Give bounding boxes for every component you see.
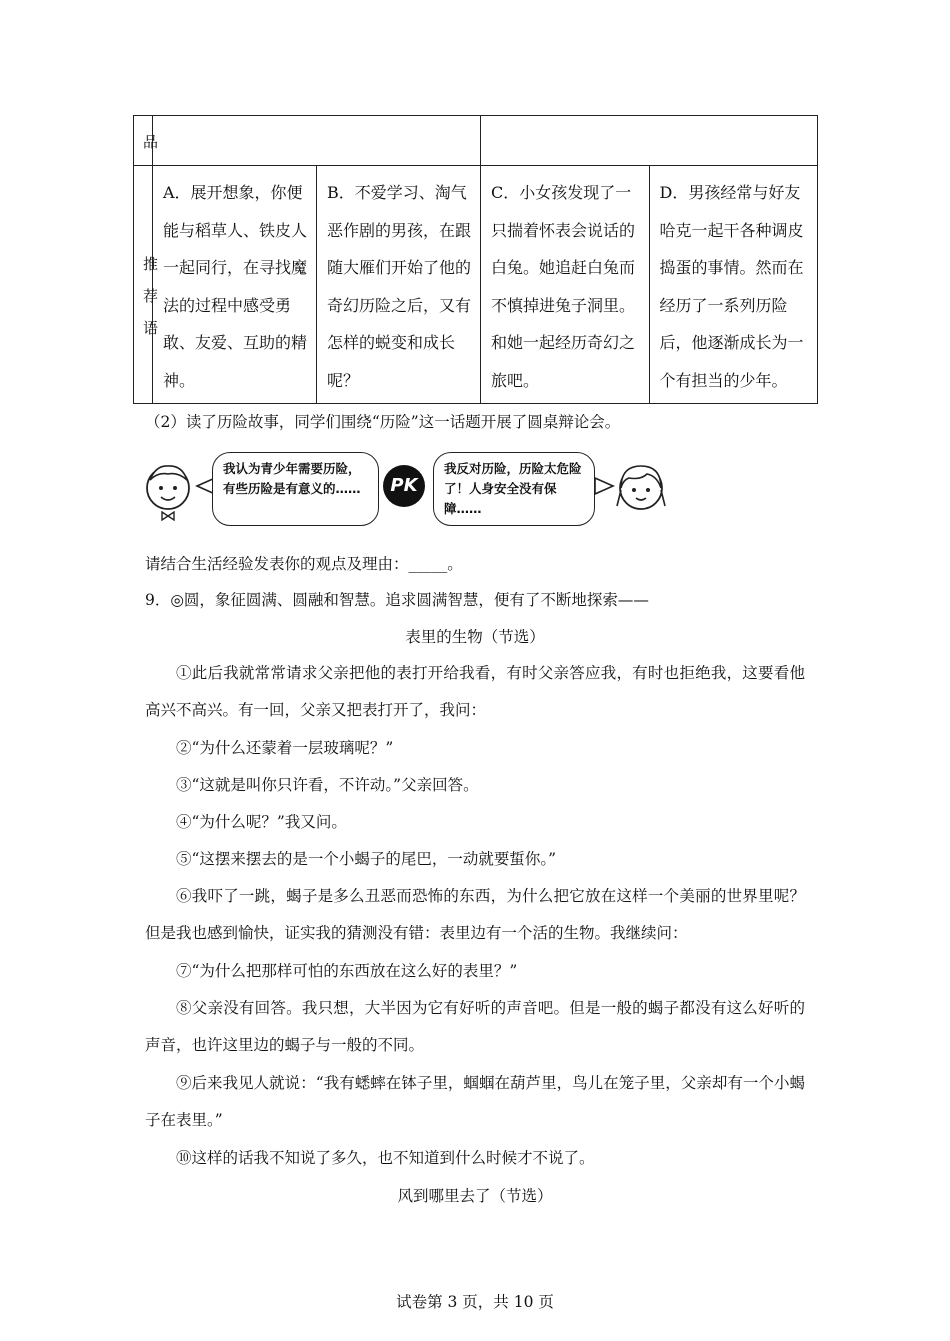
- pk-badge: PK: [383, 465, 425, 507]
- paragraph-4: ④“为什么呢？”我又问。: [176, 813, 347, 831]
- option-cell-d: D．男孩经常与好友哈克一起干各种调皮捣蛋的事情。然而在经历了一系列历险后，他逐渐成长为一个有担当的少年。: [649, 166, 818, 404]
- paragraph-9: ⑨后来我见人就说：“我有蟋蟀在钵子里，蝈蝈在葫芦里，鸟儿在笼子里，父亲却有一个小蝎子在表里。”: [145, 1074, 805, 1129]
- paragraph-6: ⑥我吓了一跳，蝎子是多么丑恶而恐怖的东西，为什么把它放在这样一个美丽的世界里呢？但是我也感到愉快，证实我的猜测没有错：表里边有一个活的生物。我继续问：: [145, 887, 805, 942]
- option-cell-c: C．小女孩发现了一只揣着怀表会说话的白兔。她追赶白兔而不慎掉进兔子洞里。和她一起经历奇幻之旅吧。: [481, 166, 650, 404]
- girl-face-icon: [613, 458, 669, 522]
- paragraph-1: ①此后我就常常请求父亲把他的表打开给我看，有时父亲答应我，有时也拒绝我，这要看他高兴不高兴。有一回，父亲又把表打开了，我问：: [145, 664, 805, 719]
- speech-bubble-pro: 我认为青少年需要历险，有些历险是有意义的……: [212, 452, 379, 526]
- row-label-cell: [134, 166, 159, 404]
- paragraph-8: ⑧父亲没有回答。我只想，大半因为它有好听的声音吧。但是一般的蝎子都没有这么好听的声音，也许这里边的蝎子与一般的不同。: [145, 999, 805, 1054]
- passage-title-1: 表里的生物（节选）: [405, 628, 545, 646]
- paragraph-2: ②“为什么还蒙着一层玻璃呢？”: [176, 739, 394, 757]
- option-cell-b: B．不爱学习、淘气恶作剧的男孩，在跟随大雁们开始了他的奇幻历险之后，又有怎样的蜕变和成长呢？: [317, 166, 481, 404]
- debate-illustration: [140, 448, 810, 533]
- boy-face-icon: [140, 460, 196, 522]
- row-label-fragment: 语: [143, 319, 159, 337]
- passage-title-2: 风到哪里去了（节选）: [397, 1187, 553, 1205]
- book-recommendation-table: [133, 115, 818, 404]
- page-footer: 试卷第 3 页，共 10 页: [396, 1293, 554, 1311]
- row-label-cell: [134, 116, 159, 166]
- paragraph-7: ⑦“为什么把那样可怕的东西放在这么好的表里？”: [176, 962, 518, 980]
- question-9: 9．◎圆，象征圆满、圆融和智慧。追求圆满智慧，便有了不断地探索——: [145, 591, 649, 609]
- question-2: （2）读了历险故事，同学们围绕“历险”这一话题开展了圆桌辩论会。: [145, 413, 621, 431]
- speech-bubble-con: 我反对历险，历险太危险了！人身安全没有保障……: [433, 452, 595, 526]
- bubble-tail: [595, 476, 615, 496]
- row-label-fragment: 品: [143, 133, 159, 151]
- blank-cell: [481, 116, 818, 166]
- blank-cell: [153, 116, 481, 166]
- paragraph-3: ③“这就是叫你只许看，不许动。”父亲回答。: [176, 776, 479, 794]
- answer-prompt: 请结合生活经验发表你的观点及理由：_____。: [145, 555, 463, 573]
- option-cell-a: A．展开想象，你便能与稻草人、铁皮人一起同行，在寻找魔法的过程中感受勇敢、友爱、互助的精神。: [153, 166, 317, 404]
- paragraph-10: ⑩这样的话我不知说了多久，也不知道到什么时候才不说了。: [176, 1149, 595, 1167]
- row-label-fragment: 荐: [143, 287, 159, 305]
- row-label-fragment: 推: [143, 255, 159, 273]
- paragraph-5: ⑤“这摆来摆去的是一个小蝎子的尾巴，一动就要蜇你。”: [176, 850, 557, 868]
